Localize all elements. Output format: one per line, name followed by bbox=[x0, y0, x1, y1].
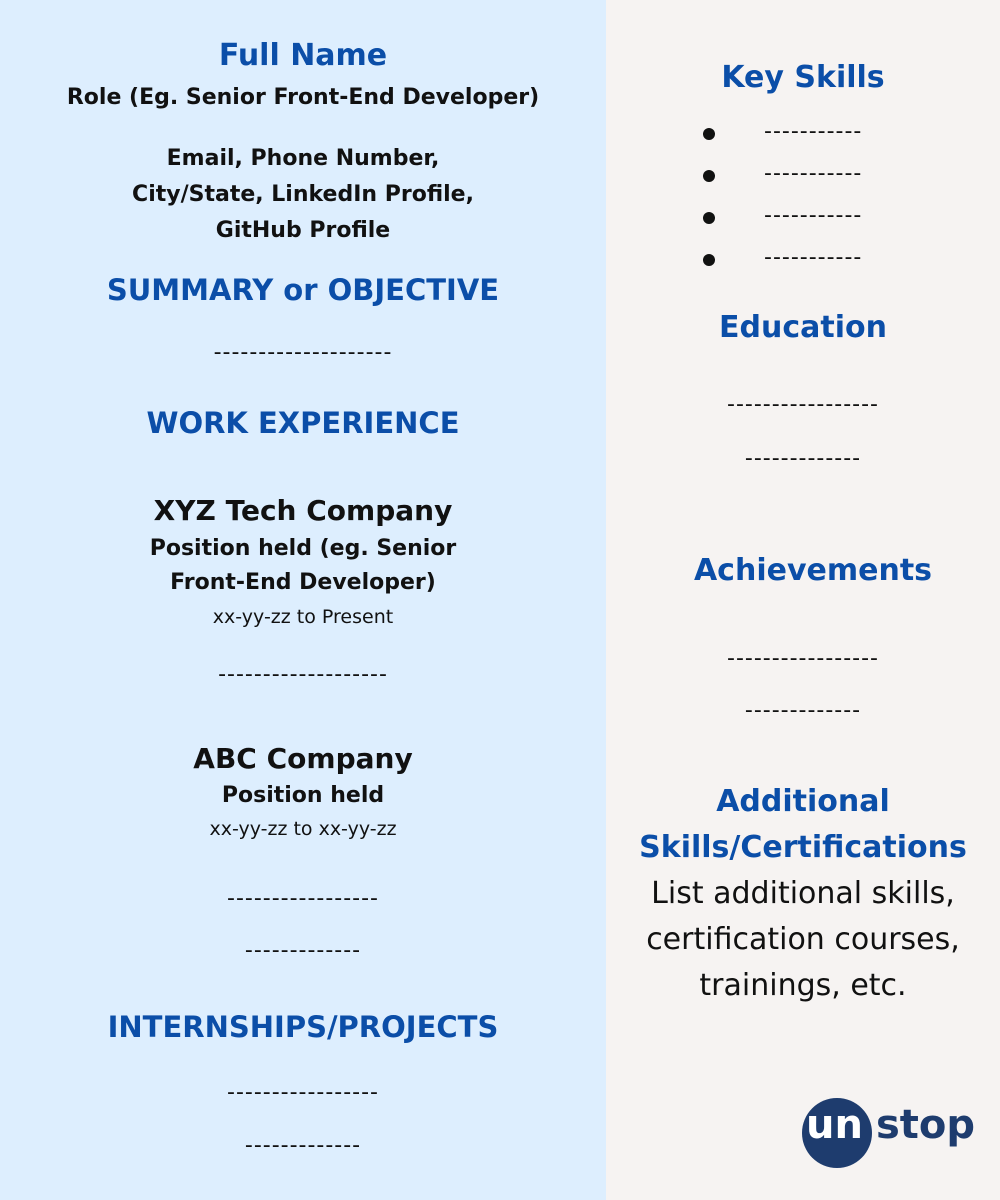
additional-text-line-2: certification courses, bbox=[646, 922, 960, 957]
list-item bbox=[606, 116, 1000, 158]
contact-line-3: GitHub Profile bbox=[215, 218, 391, 243]
summary-line: -------------------- bbox=[213, 340, 393, 365]
additional-text-line-1: List additional skills, bbox=[651, 876, 955, 911]
education-line-2: ------------- bbox=[744, 446, 862, 471]
contact-line-1: Email, Phone Number, bbox=[166, 146, 440, 171]
job-1-company: XYZ Tech Company bbox=[153, 494, 453, 527]
skill-line: ----------- bbox=[764, 203, 863, 228]
achievements-line-1: ----------------- bbox=[727, 646, 879, 671]
job-1-position-line-1: Position held (eg. Senior bbox=[149, 536, 457, 561]
bullet-icon bbox=[703, 170, 715, 182]
internships-heading: INTERNSHIPS/PROJECTS bbox=[107, 1010, 499, 1044]
skill-line: ----------- bbox=[764, 119, 863, 144]
job-1-position-line-2: Front-End Developer) bbox=[170, 570, 436, 595]
job-2-line-1: ----------------- bbox=[227, 886, 379, 911]
logo-text-un: un bbox=[806, 1102, 863, 1148]
summary-heading: SUMMARY or OBJECTIVE bbox=[106, 273, 500, 307]
contact-line-2: City/State, LinkedIn Profile, bbox=[132, 182, 474, 207]
job-2-line-2: ------------- bbox=[244, 938, 362, 963]
list-item bbox=[606, 158, 1000, 200]
role: Role (Eg. Senior Front-End Developer) bbox=[66, 85, 540, 110]
additional-heading-line-2: Skills/Certifications bbox=[639, 830, 967, 865]
list-item bbox=[606, 242, 1000, 284]
work-heading: WORK EXPERIENCE bbox=[146, 406, 460, 440]
key-skills-heading: Key Skills bbox=[721, 60, 885, 95]
key-skills-list bbox=[606, 116, 1000, 284]
bullet-icon bbox=[703, 212, 715, 224]
achievements-line-2: ------------- bbox=[744, 698, 862, 723]
bullet-icon bbox=[703, 128, 715, 140]
skill-line: ----------- bbox=[764, 161, 863, 186]
education-line-1: ----------------- bbox=[727, 392, 879, 417]
list-item bbox=[606, 200, 1000, 242]
education-heading: Education bbox=[719, 310, 887, 345]
bullet-icon bbox=[703, 254, 715, 266]
logo-text-stop: stop bbox=[876, 1102, 976, 1148]
job-1-dates: xx-yy-zz to Present bbox=[212, 606, 394, 628]
additional-heading-line-1: Additional bbox=[716, 784, 890, 819]
job-2-company: ABC Company bbox=[193, 742, 413, 775]
full-name: Full Name bbox=[218, 38, 388, 73]
job-1-line: ------------------- bbox=[218, 662, 388, 687]
internship-line-1: ----------------- bbox=[227, 1080, 379, 1105]
achievements-heading: Achievements bbox=[693, 553, 933, 588]
job-2-dates: xx-yy-zz to xx-yy-zz bbox=[209, 818, 397, 840]
internship-line-2: ------------- bbox=[244, 1133, 362, 1158]
unstop-logo bbox=[802, 1098, 982, 1170]
skill-line: ----------- bbox=[764, 245, 863, 270]
right-column bbox=[606, 0, 1000, 1200]
additional-text-line-3: trainings, etc. bbox=[699, 968, 907, 1003]
job-2-position: Position held bbox=[221, 783, 385, 808]
